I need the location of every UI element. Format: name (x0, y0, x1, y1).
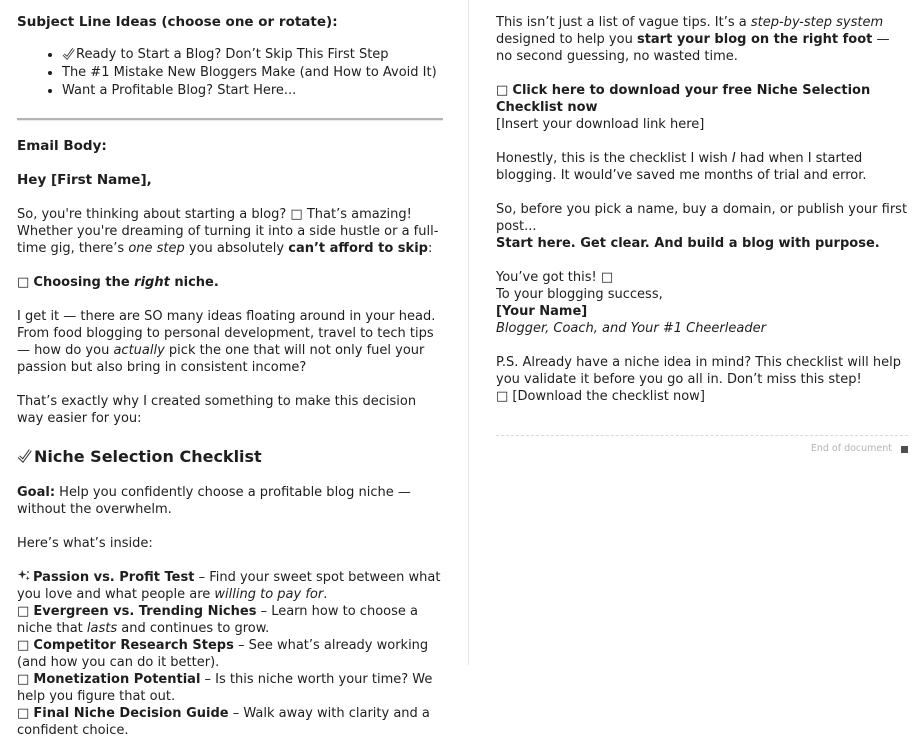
signoff-closing: To your blogging success, (496, 287, 663, 302)
checklist-item: □ Monetization Potential – Is this niche worth your time? We help you figure that out. (17, 672, 433, 704)
section-divider-rule (17, 118, 443, 121)
tofu-box-glyph: □ (17, 706, 34, 721)
lead-in-paragraph: That’s exactly why I created something to make this decision way easier for you: (17, 394, 417, 426)
checklist-item: □ Evergreen vs. Trending Niches – Learn how to choose a niche that lasts and continues to grow. (17, 604, 418, 636)
checklist-item: □ Final Niche Decision Guide – Walk away with clarity and a confident choice. (17, 706, 430, 738)
intro-paragraph: So, you're thinking about starting a blog? □ That’s amazing! Whether you're dreaming of turning it into a side hustle or a full-time gig, there’s one step you absolutely can’t afford to skip: (17, 207, 439, 256)
system-paragraph: This isn’t just a list of vague tips. It’s a step-by-step system designed to help you start your blog on the right foot — no second guessing, no wasted time. (496, 15, 890, 64)
subject-line-text: Want a Profitable Blog? Start Here... (62, 83, 297, 98)
right-column (496, 14, 908, 455)
start-here-bold-line: Start here. Get clear. And build a blog with purpose. (496, 236, 880, 251)
tofu-box-glyph: □ (17, 275, 34, 290)
inside-label: Here’s what’s inside: (17, 536, 153, 551)
start-here-block (496, 201, 908, 252)
subject-line-text: The #1 Mistake New Bloggers Make (and How to Avoid It) (62, 65, 437, 80)
subject-line-list (17, 46, 443, 99)
empathy-paragraph: I get it — there are SO many ideas floating around in your head. From food blogging to personal development, travel to tech tips — how do you actually pick the one that will not only fuel your passion but also bring in consistent income? (17, 309, 436, 375)
checklist-item: □ Competitor Research Steps – See what’s already working (and how you can do it better). (17, 638, 429, 670)
goal-paragraph: Goal: Help you confidently choose a profitable blog niche — without the overwhelm. (17, 485, 411, 517)
end-of-document-rule (496, 435, 908, 436)
signoff-title: Blogger, Coach, and Your #1 Cheerleader (496, 321, 766, 336)
sparkles-icon (17, 569, 31, 583)
download-cta-block (496, 82, 908, 133)
ps-download-line: □ [Download the checklist now] (496, 389, 705, 404)
checklist-items (17, 569, 443, 739)
check-icon (62, 47, 75, 60)
signoff-encouragement: You’ve got this! □ (496, 270, 614, 285)
signoff-block (496, 269, 908, 337)
subject-ideas-heading (17, 14, 443, 31)
email-body-label: Email Body: (17, 138, 107, 154)
checklist-item: Passion vs. Profit Test – Find your sweet spot between what you love and what people are willing to pay for. (17, 570, 441, 602)
download-cta-line: □ Click here to download your free Niche Selection Checklist now (496, 83, 871, 115)
tofu-box-glyph: □ (496, 83, 513, 98)
left-column (17, 14, 443, 756)
end-of-document-marker-icon (901, 446, 908, 453)
checklist-heading-text: Niche Selection Checklist (34, 447, 262, 466)
tofu-box-glyph: □ (17, 638, 34, 653)
subject-ideas-heading-text: Subject Line Ideas (choose one or rotate): (17, 14, 338, 30)
tofu-box-glyph: □ (17, 604, 34, 619)
checklist-heading (17, 447, 443, 467)
ps-block (496, 354, 908, 405)
list-item (62, 82, 443, 99)
before-you-pick-line: So, before you pick a name, buy a domain, or publish your first post... (496, 202, 908, 234)
end-of-document-row (496, 443, 908, 455)
subject-line-text: Ready to Start a Blog? Don’t Skip This First Step (76, 47, 389, 62)
niche-emphasis-line: □ Choosing the right niche. (17, 275, 219, 290)
tofu-box-glyph: □ (17, 672, 34, 687)
end-of-document-label: End of document (810, 443, 892, 454)
signoff-name: [Your Name] (496, 304, 588, 319)
ps-text: P.S. Already have a niche idea in mind? This checklist will help you validate it before you go all in. Don’t miss this step! (496, 355, 901, 387)
column-divider (468, 0, 469, 665)
check-icon (17, 448, 32, 463)
download-link-placeholder: [Insert your download link here] (496, 117, 705, 132)
list-item (62, 46, 443, 63)
list-item (62, 64, 443, 81)
honestly-paragraph: Honestly, this is the checklist I wish I had when I started blogging. It would’ve saved me months of trial and error. (496, 151, 867, 183)
greeting-line: Hey [First Name], (17, 172, 152, 188)
